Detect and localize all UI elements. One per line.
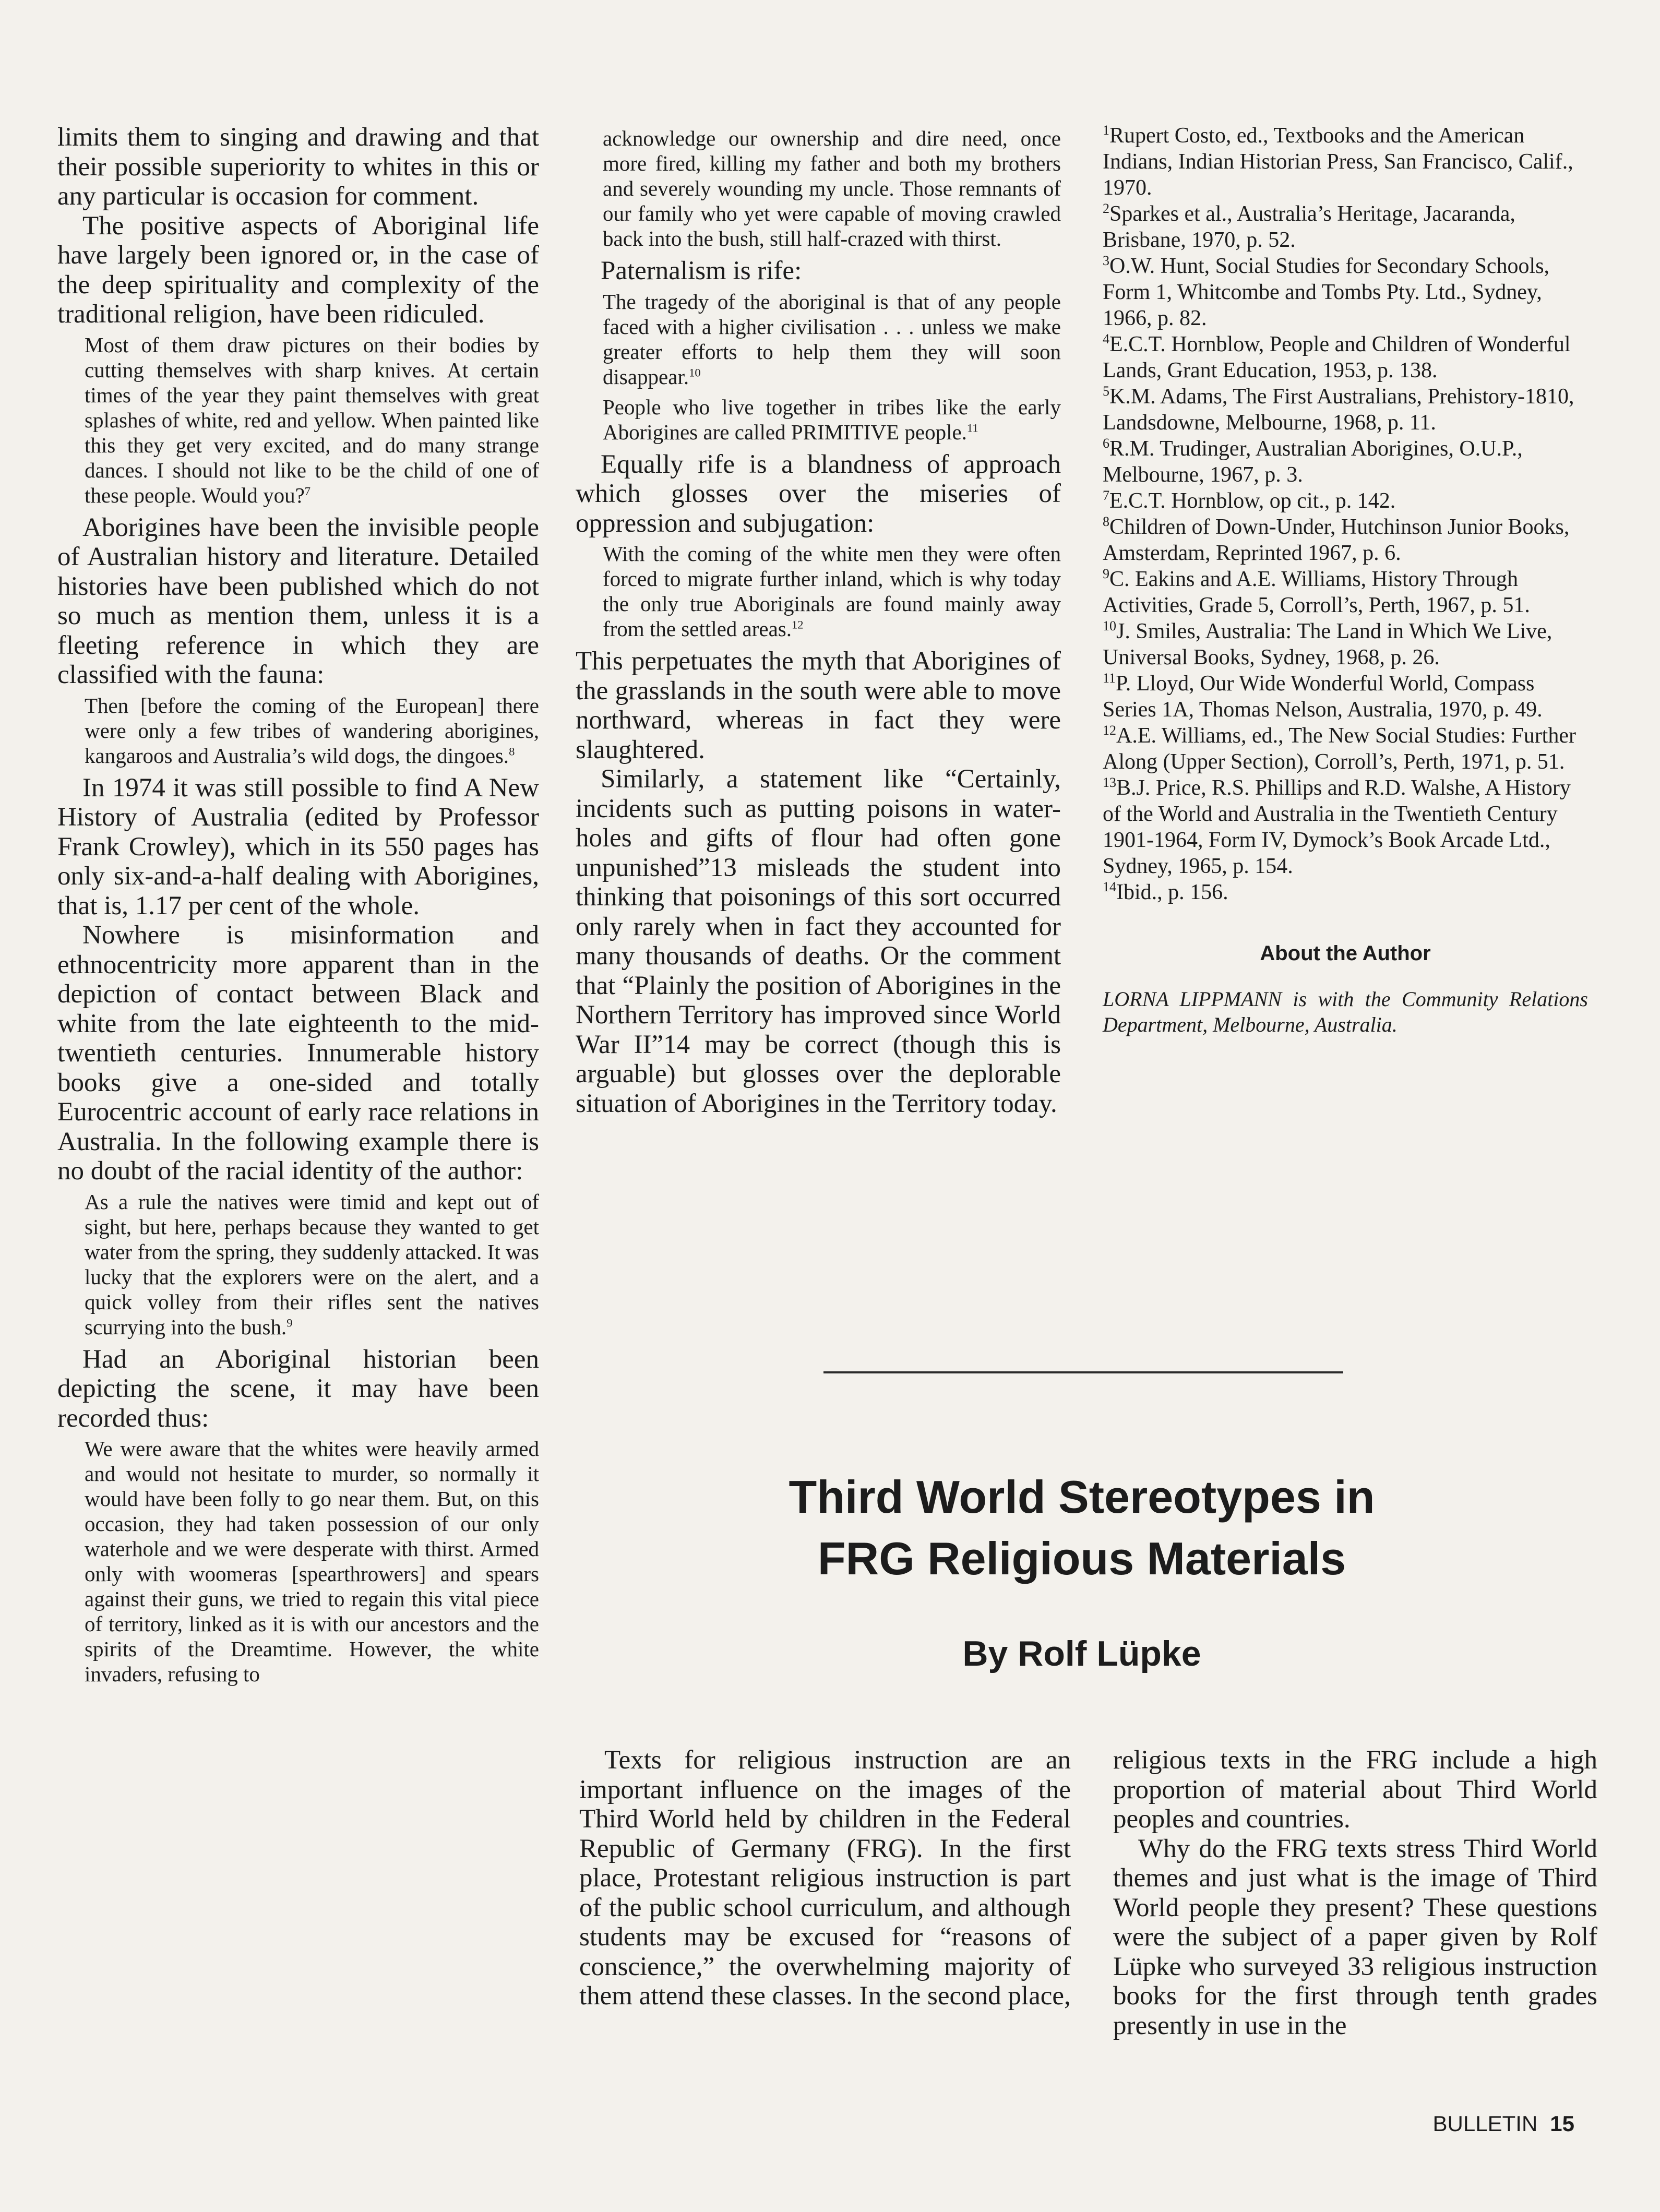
footnote-ref: 9 <box>286 1316 293 1329</box>
footnote-text: Sparkes et al., Australia’s Heritage, Jacaranda, Brisbane, 1970, p. 52. <box>1103 202 1515 252</box>
footnote-number: 4 <box>1103 331 1109 346</box>
footnote-ref: 11 <box>966 421 978 434</box>
footnote-number: 14 <box>1103 879 1116 894</box>
paragraph-text: Aborigines have been the invisible people of Australian history and literature. Detailed histories have been published which do not so much as mention them, unless it is a fleeting reference in which they are classified with the fauna: <box>57 512 539 689</box>
footnote-text: Children of Down-Under, Hutchinson Junior Books, Amsterdam, Reprinted 1967, p. 6. <box>1103 515 1570 565</box>
footnote-text: A.E. Williams, ed., The New Social Studies: Further Along (Upper Section), Corroll’s, Perth, 1971, p. 51. <box>1103 724 1576 774</box>
footnote <box>1103 618 1588 671</box>
block-quote <box>85 693 539 768</box>
footnote-number: 9 <box>1103 566 1109 581</box>
footnote <box>1103 123 1588 201</box>
block-quote <box>85 1436 539 1687</box>
body-paragraph <box>576 647 1061 764</box>
footnote-number: 12 <box>1103 723 1116 738</box>
footnote-text: E.C.T. Hornblow, op cit., p. 142. <box>1109 489 1396 513</box>
footnote-number: 5 <box>1103 384 1109 399</box>
footnote-ref: 8 <box>509 744 515 758</box>
paragraph-text: With the coming of the white men they were often forced to migrate further inland, which is why today the only true Aboriginals are found mainly away from the settled areas. <box>603 542 1061 641</box>
footnote-text: R.M. Trudinger, Australian Aborigines, O.U.P., Melbourne, 1967, p. 3. <box>1103 437 1523 487</box>
footnote-number: 3 <box>1103 253 1109 268</box>
footnote-ref: 12 <box>792 618 804 631</box>
section-divider <box>823 1371 1343 1373</box>
footnote-text: B.J. Price, R.S. Phillips and R.D. Walshe, A History of the World and Australia in the Twentieth Century 1901-1964, Form IV, Dymock’s Book Arcade Ltd., Sydney, 1965, p. 154. <box>1103 776 1571 878</box>
about-author-text: LORNA LIPPMANN is with the Community Relations Department, Melbourne, Australia. <box>1103 987 1588 1036</box>
paragraph-text: Nowhere is misinformation and ethnocentricity more apparent than in the depiction of contact between Black and white from the late eighteenth to the mid-twentieth centuries. Innumerable history books give a one-sided and totally Eurocentric account of early race relations in Australia. In the following example there is no doubt of the racial identity of the author: <box>57 920 539 1186</box>
footnote <box>1103 775 1588 879</box>
footnote-number: 8 <box>1103 514 1109 529</box>
body-paragraph <box>57 211 539 329</box>
footnote-number: 6 <box>1103 436 1109 451</box>
block-quote <box>603 126 1061 251</box>
headline-line-1: Third World Stereotypes in <box>789 1471 1375 1523</box>
footnote <box>1103 436 1588 488</box>
body-paragraph <box>57 920 539 1186</box>
body-paragraph <box>57 773 539 921</box>
block-quote <box>603 394 1061 445</box>
paragraph-text: Had an Aboriginal historian been depicting the scene, it may have been recorded thus: <box>57 1344 539 1433</box>
block-quote <box>85 1189 539 1340</box>
footnote-list <box>1103 123 1588 905</box>
footnote <box>1103 201 1588 253</box>
body-paragraph <box>57 123 539 211</box>
footnote-text: P. Lloyd, Our Wide Wonderful World, Compass Series 1A, Thomas Nelson, Australia, 1970, p. 49. <box>1103 672 1543 722</box>
footnote-text: C. Eakins and A.E. Williams, History Through Activities, Grade 5, Corroll’s, Perth, 1967, p. 51. <box>1103 567 1530 617</box>
article-column-right <box>1113 1745 1597 2040</box>
footnote-text: E.C.T. Hornblow, People and Children of Wonderful Lands, Grant Education, 1953, p. 138. <box>1103 332 1571 382</box>
paragraph-text: Paternalism is rife: <box>601 256 802 285</box>
footnote-number: 1 <box>1103 123 1109 138</box>
paragraph-text: limits them to singing and drawing and that their possible superiority to whites in this or any particular is occasion for comment. <box>57 123 539 211</box>
body-paragraph <box>57 1345 539 1433</box>
footnote-text: O.W. Hunt, Social Studies for Secondary Schools, Form 1, Whitcombe and Tombs Pty. Ltd., Sydney, 1966, p. 82. <box>1103 254 1550 330</box>
paragraph-text: Then [before the coming of the European] there were only a few tribes of wandering aborigines, kangaroos and Australia’s wild dogs, the dingoes. <box>85 693 539 768</box>
footnote-text: K.M. Adams, The First Australians, Prehistory-1810, Landsdowne, Melbourne, 1968, p. 11. <box>1103 385 1574 435</box>
paragraph-text: This perpetuates the myth that Aborigines of the grasslands in the south were able to move northward, whereas in fact they were slaughtered. <box>576 647 1061 764</box>
paragraph-text: As a rule the natives were timid and kept out of sight, but here, perhaps because they wanted to get water from the spring, they suddenly attacked. It was lucky that the explorers were on the alert, and a quick volley from their rifles sent the natives scurrying into the bush. <box>85 1189 539 1339</box>
article-paragraph: religious texts in the FRG include a high proportion of material about Third World peoples and countries. <box>1113 1745 1597 1834</box>
footer-label: BULLETIN <box>1432 2111 1538 2136</box>
footnote <box>1103 384 1588 436</box>
footnote <box>1103 514 1588 566</box>
article-paragraph: Texts for religious instruction are an important influence on the images of the Third World held by children in the Federal Republic of Germany (FRG). In the first place, Protestant religious instruction is part of the public school curriculum, and although students may be excused for “reasons of conscience,” the overwhelming majority of them attend these classes. In the second place, <box>579 1745 1071 2011</box>
body-paragraph <box>576 764 1061 1118</box>
footnote-number: 11 <box>1103 671 1116 686</box>
footnote-text: J. Smiles, Australia: The Land in Which We Live, Universal Books, Sydney, 1968, p. 26. <box>1103 619 1552 669</box>
footnote-number: 10 <box>1103 618 1116 633</box>
article-headline <box>576 1466 1588 1589</box>
block-quote <box>85 332 539 508</box>
article-column-left <box>579 1745 1071 2011</box>
column-1 <box>57 123 539 1692</box>
page-number: 15 <box>1550 2111 1574 2136</box>
page-footer <box>1433 2111 1574 2136</box>
footnote-number: 13 <box>1103 775 1116 790</box>
footnote <box>1103 488 1588 514</box>
headline-line-2: FRG Religious Materials <box>817 1533 1346 1584</box>
footnote-ref: 10 <box>689 365 701 379</box>
paragraph-text: Equally rife is a blandness of approach which glosses over the miseries of oppression and subjugation: <box>576 449 1061 538</box>
footnote-number: 7 <box>1103 488 1109 503</box>
paragraph-text: Most of them draw pictures on their bodies by cutting themselves with sharp knives. At certain times of the year they paint themselves with great splashes of white, red and yellow. When painted like this they get very excited, and do many strange dances. I should not like to be the child of one of these people. Would you? <box>85 332 539 507</box>
column-3-footnotes <box>1103 123 1588 1037</box>
footnote-text: Ibid., p. 156. <box>1116 880 1228 904</box>
block-quote <box>603 289 1061 389</box>
footnote <box>1103 879 1588 905</box>
article-byline: By Rolf Lüpke <box>962 1634 1201 1673</box>
footnote <box>1103 723 1588 775</box>
footnote-ref: 7 <box>304 484 311 497</box>
body-paragraph <box>57 513 539 690</box>
paragraph-text: People who live together in tribes like the early Aborigines are called PRIMITIVE people. <box>603 394 1061 444</box>
block-quote <box>603 541 1061 641</box>
footnote <box>1103 253 1588 331</box>
footnote <box>1103 566 1588 618</box>
paragraph-text: acknowledge our ownership and dire need, once more fired, killing my father and both my brothers and severely wounding my uncle. Those remnants of our family who yet were capable of moving crawled back into the bush, still half-crazed with thirst. <box>603 126 1061 250</box>
article-paragraph: Why do the FRG texts stress Third World themes and just what is the image of Third World people they present? These questions were the subject of a paper given by Rolf Lüpke who surveyed 33 religious instruction books for the first through tenth grades presently in use in the <box>1113 1834 1597 2040</box>
footnote-number: 2 <box>1103 201 1109 216</box>
body-paragraph <box>576 450 1061 539</box>
paragraph-text: We were aware that the whites were heavily armed and would not hesitate to murder, so normally it would have been folly to go near them. But, on this occasion, they had taken possession of our only waterhole and we were desperate with thirst. Armed only with woomeras [spearthrowers] and spears against their guns, we tried to regain this vital piece of territory, linked as it is with our ancestors and the spirits of the Dreamtime. However, the white invaders, refusing to <box>85 1437 539 1686</box>
paragraph-text: The positive aspects of Aboriginal life have largely been ignored or, in the case of the deep spirituality and complexity of the traditional religion, have been ridiculed. <box>57 211 539 329</box>
footnote-text: Rupert Costo, ed., Textbooks and the American Indians, Indian Historian Press, San Francisco, Calif., 1970. <box>1103 124 1573 200</box>
footnote <box>1103 671 1588 723</box>
paragraph-text: In 1974 it was still possible to find A New History of Australia (edited by Professor Frank Crowley), which in its 550 pages has only six-and-a-half dealing with Aborigines, that is, 1.17 per cent of the whole. <box>57 773 539 920</box>
body-paragraph <box>576 256 1061 286</box>
about-author-heading: About the Author <box>1260 942 1431 965</box>
footnote <box>1103 331 1588 384</box>
column-2 <box>576 123 1061 1118</box>
paragraph-text: Similarly, a statement like “Certainly, incidents such as putting poisons in water-holes and gifts of flour had often gone unpunished”13 misleads the student into thinking that poisonings of this sort occurred only rarely when in fact they accounted for many thousands of deaths. Or the comment that “Plainly the position of Aborigines in the Northern Territory has improved since World War II”14 may be correct (though this is arguable) but glosses over the deplorable situation of Aborigines in the Territory today. <box>576 764 1061 1118</box>
paragraph-text: The tragedy of the aboriginal is that of any people faced with a higher civilisation . . . unless we make greater efforts to help them they will soon disappear. <box>603 289 1061 389</box>
